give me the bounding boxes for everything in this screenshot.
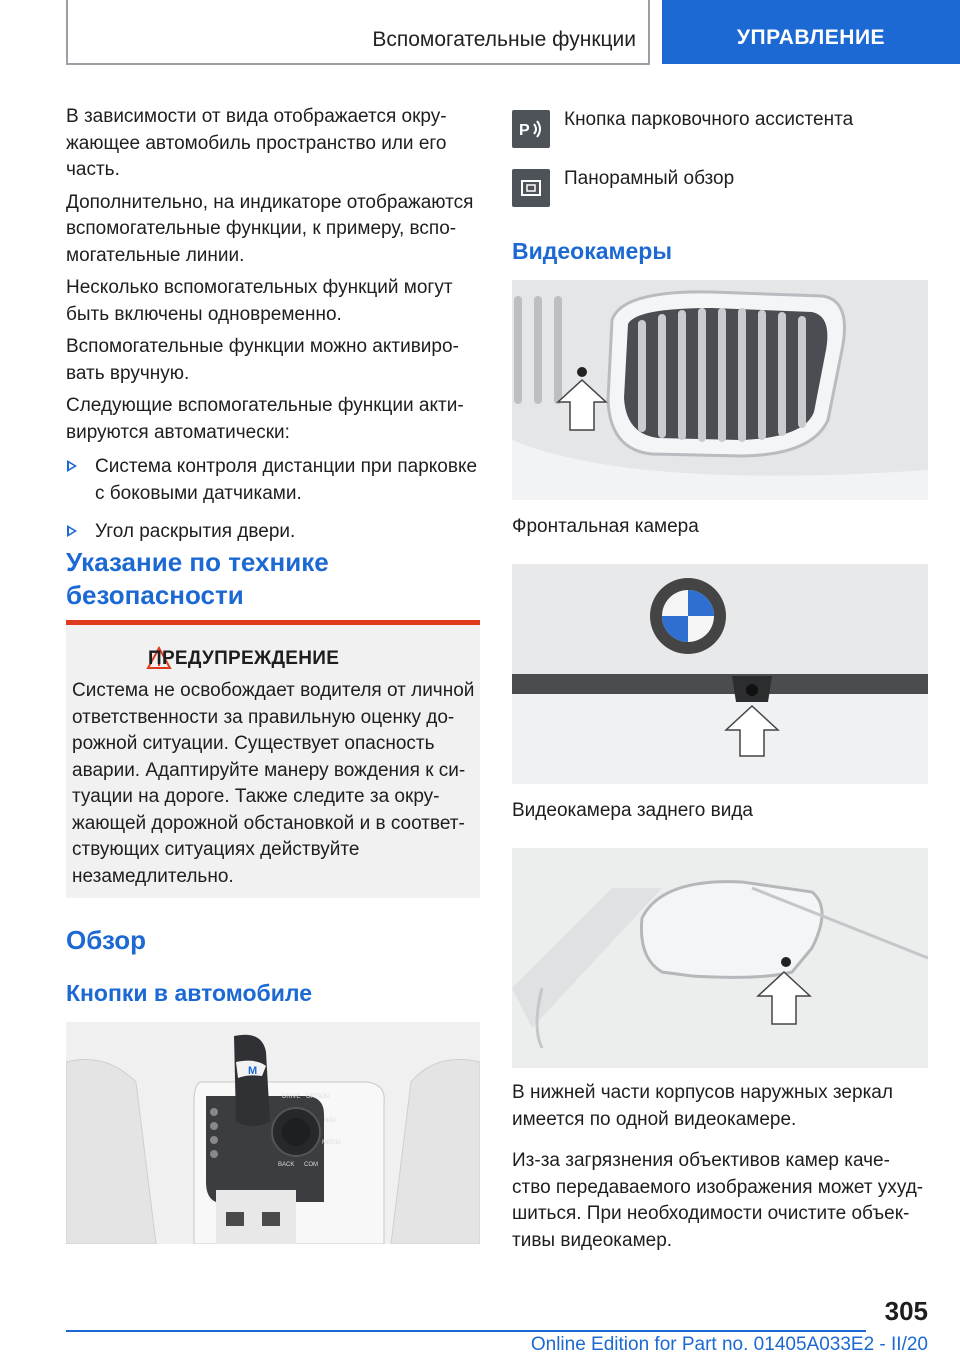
park-assist-icon <box>516 114 546 144</box>
header-left-rule <box>66 0 68 64</box>
park-assist-button[interactable] <box>512 110 550 148</box>
section-title: Вспомогательные функции <box>372 28 636 51</box>
panorama-view-icon <box>516 173 546 203</box>
paragraph: Дополнительно, на индикаторе отображаются вспомогательные функции, к примеру, вспо-могательные линии. <box>66 191 474 266</box>
center-console-illustration <box>66 1022 480 1244</box>
buttons-heading-text: Кнопки в автомобиле <box>66 980 312 1006</box>
com-label: COM <box>304 1162 318 1168</box>
warning-text: Система не освобождает водителя от личной ответственности за правильную оценку до-рожной ситуации. Существует опасность аварии. Адаптируйте манеру вождения к си-туации на дороге. Также следите за окру-жающей дорожной обстановкой и в соответ-ствующих ситуациях действуйте незамедлительно. <box>72 680 475 887</box>
park-assist-label: Кнопка парковочного ассистента <box>564 109 854 130</box>
mirror-camera-illustration <box>512 848 928 1068</box>
rear-camera-illustration <box>512 564 928 784</box>
auto-functions-list <box>66 454 480 546</box>
chapter-tab[interactable]: УПРАВЛЕНИЕ <box>662 0 960 64</box>
paragraph: Следующие вспомогательные функции акти-вируются автоматически: <box>66 395 464 443</box>
rear-camera-caption: Видеокамера заднего вида <box>512 800 753 821</box>
cameras-heading <box>512 238 672 265</box>
bullet-triangle-icon <box>67 525 77 537</box>
warning-bar <box>66 620 480 625</box>
warning-box <box>66 620 480 898</box>
edition-note[interactable]: Online Edition for Part no. 01405A033E2 - II/20 <box>530 1334 928 1355</box>
panorama-view-button[interactable] <box>512 169 550 207</box>
buttons-heading <box>66 980 312 1007</box>
rear-camera-image <box>512 564 928 784</box>
option-label: OPTION <box>306 1094 330 1100</box>
center-console-image <box>66 1022 480 1244</box>
panorama-view-label: Панорамный обзор <box>564 168 735 189</box>
mirror-camera-image <box>512 848 928 1068</box>
warning-title: ПРЕДУПРЕЖДЕНИЕ <box>148 648 340 669</box>
bullet-triangle-icon <box>67 460 77 472</box>
paragraph: В зависимости от вида отображается окру-жающее автомобиль пространство или его часть. <box>66 106 447 180</box>
list-item <box>66 454 480 507</box>
safety-heading-text: Указание по технике безопасности <box>66 547 329 610</box>
header-bottom-rule <box>66 63 650 65</box>
closing-paragraph: Из-за загрязнения объективов камер каче-ство передаваемого изображения может ухуд-шиться. При необходимости очистите объек-тивы видеокамер. <box>512 1150 924 1251</box>
page-number: 305 <box>884 1296 928 1326</box>
list-item-text: Система контроля дистанции при парковке с боковыми датчиками. <box>95 456 478 504</box>
overview-heading <box>66 924 146 957</box>
cameras-heading-text: Видеокамеры <box>512 238 672 264</box>
paragraph: Вспомогательные функции можно активиро-вать вручную. <box>66 336 459 384</box>
mirror-camera-caption: В нижней части корпусов наружных зеркал имеется по одной видеокамере. <box>512 1082 893 1130</box>
footer-rule <box>66 1330 866 1332</box>
safety-heading <box>66 546 426 612</box>
front-camera-image <box>512 280 928 500</box>
paragraph: Несколько вспомогательных функций могут быть включены одновременно. <box>66 277 453 325</box>
list-item-text: Угол раскрытия двери. <box>95 521 296 542</box>
svg-text:P: P <box>519 122 530 139</box>
header-mid-rule <box>648 0 650 64</box>
overview-heading-text: Обзор <box>66 925 146 955</box>
nav-label: NAV <box>324 1118 336 1124</box>
back-label: BACK <box>278 1162 295 1168</box>
list-item <box>66 519 480 546</box>
media-label: MEDIA <box>322 1140 342 1146</box>
front-grille-illustration <box>512 280 928 500</box>
front-camera-caption: Фронтальная камера <box>512 516 699 537</box>
drive-label: DRIVE <box>282 1094 301 1100</box>
left-column <box>66 104 480 558</box>
m-logo: M <box>248 1065 258 1077</box>
